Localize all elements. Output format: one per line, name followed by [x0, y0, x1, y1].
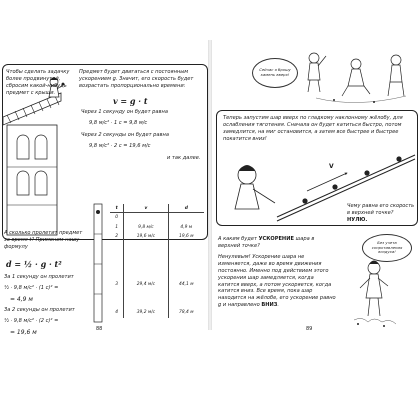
stone-throw-illustration — [286, 44, 416, 114]
table-row — [110, 232, 204, 242]
right-page-number: 89 — [306, 326, 313, 332]
right-page — [212, 44, 420, 332]
acc-answer-end: . — [277, 302, 280, 309]
cell-t — [110, 299, 124, 309]
top-point-question — [347, 203, 415, 224]
sec1-result: = 4,9 м — [10, 296, 33, 303]
header-d: d — [168, 204, 204, 213]
distance-formula: d = ½ · g · t² — [6, 259, 62, 269]
table-row — [110, 270, 204, 280]
intro-left-text: Чтобы сделать задачку более продвинутой, сбросим какой-нибудь предмет с крыши. — [6, 69, 70, 96]
line1-calc: 9,8 м/с² · 1 с = 9,8 м/с — [89, 120, 148, 126]
speech-bottom-text: Без учета сопротивления воздуха! — [371, 240, 403, 255]
acc-question-pre: А каким будет — [218, 236, 259, 242]
cell-v — [124, 251, 168, 261]
cell-v: 9,8 м/с — [124, 223, 168, 233]
table-row — [110, 299, 204, 309]
cell-v: 29,4 м/с — [124, 280, 168, 290]
character-illustration — [344, 258, 404, 338]
cell-t — [110, 289, 124, 299]
velocity-arrow-label: V — [329, 163, 334, 170]
line1-label: Через 1 секунду он будет равна — [81, 109, 168, 115]
table-row — [110, 289, 204, 299]
cell-v — [124, 213, 168, 223]
left-page-number: 88 — [96, 326, 103, 332]
cell-t: 0 — [115, 215, 119, 221]
cell-v — [124, 261, 168, 271]
distance-question: А сколько пролетит предмет за время t? Применим нашу формулу — [4, 230, 83, 250]
table-row — [110, 242, 204, 252]
table-row — [110, 261, 204, 271]
cell-d — [168, 242, 204, 252]
acc-question-bold: УСКОРЕНИЕ — [258, 236, 294, 242]
velocity-formula: v = g · t — [113, 96, 148, 106]
table-row — [110, 308, 204, 318]
sec2-calc: ½ · 9,8 м/с² · (2 с)² = — [4, 318, 59, 324]
cell-d: 19,6 м — [168, 232, 204, 242]
cell-t — [110, 270, 124, 280]
cell-d: 78,4 м — [168, 308, 204, 318]
cell-d — [168, 251, 204, 261]
cell-d: 44,1 м — [168, 280, 204, 290]
cell-d — [168, 270, 204, 280]
cell-t: 1 — [115, 224, 119, 230]
table-row — [110, 280, 204, 290]
fall-table — [110, 204, 204, 318]
cell-v: 19,6 м/с — [124, 232, 168, 242]
intro-right-text: Предмет будет двигаться с постоянным ускорением g. Значит, его скорость будет возрастать пропорционально времени: — [79, 69, 194, 89]
line2-label: Через 2 секунды он будет равна — [81, 132, 169, 138]
acc-answer-bold: ВНИЗ — [261, 302, 278, 309]
falling-ruler-illustration — [90, 204, 106, 324]
acc-question-post: шара в верхней точке? — [218, 236, 315, 249]
cell-d — [168, 299, 204, 309]
cell-v — [124, 242, 168, 252]
sec2-label: За 2 секунды он пролетит — [4, 307, 75, 313]
sec2-result: = 19,6 м — [10, 329, 37, 336]
cell-d — [168, 213, 204, 223]
acceleration-answer — [218, 254, 336, 309]
line2-calc: 9,8 м/с² · 2 с = 19,6 м/с — [89, 143, 151, 149]
acceleration-question — [218, 236, 328, 250]
incline-panel — [216, 110, 418, 226]
fall-table-header — [110, 204, 204, 213]
cell-d — [168, 289, 204, 299]
top-point-question-text: Чему равна его скорость в верхней точке? — [347, 203, 415, 216]
top-point-answer: НУЛЮ. — [347, 216, 368, 223]
cell-v — [124, 299, 168, 309]
cell-t: 2 — [115, 234, 119, 240]
cell-t: 3 — [115, 281, 119, 287]
cell-t — [110, 251, 124, 261]
cell-v: 39,2 м/с — [124, 308, 168, 318]
cell-v — [124, 270, 168, 280]
left-page — [0, 44, 208, 336]
cell-d: 4,9 м — [168, 223, 204, 233]
incline-text: Теперь запустим шар вверх по гладкому наклонному жёлобу, для ослабления тяготения. Сначала он будет катиться быстро, потом замедлится, на миг остановится, а затем все быстрее и быстрее покатится вниз! — [223, 115, 403, 142]
sec1-label: За 1 секунду он пролетит — [4, 274, 74, 280]
acc-answer-start: Ненулевым! Ускорение шара не изменяется, даже во время движения постоянно. Именно под действием этого ускорения шар замедляется, когда катится вверх, а потом ускоряется, когда катится вниз. Все время, пока шар находится на жёлобе, его ускорение равно g и направлено — [218, 254, 336, 309]
table-row — [110, 251, 204, 261]
cell-v — [124, 289, 168, 299]
header-t: t — [110, 204, 124, 213]
speech-top-text: Сейчас я брошу камень вверх! — [259, 67, 291, 77]
table-row — [110, 223, 204, 233]
cell-t — [110, 242, 124, 252]
etc-text: и так далее. — [167, 155, 201, 161]
cell-d — [168, 261, 204, 271]
sec1-calc: ½ · 9,8 м/с² · (1 с)² = — [4, 285, 59, 291]
header-v: v — [124, 204, 168, 213]
table-row — [110, 213, 204, 223]
rooftop-illustration — [3, 97, 63, 227]
cell-t: 4 — [115, 310, 119, 316]
cell-t — [110, 261, 124, 271]
